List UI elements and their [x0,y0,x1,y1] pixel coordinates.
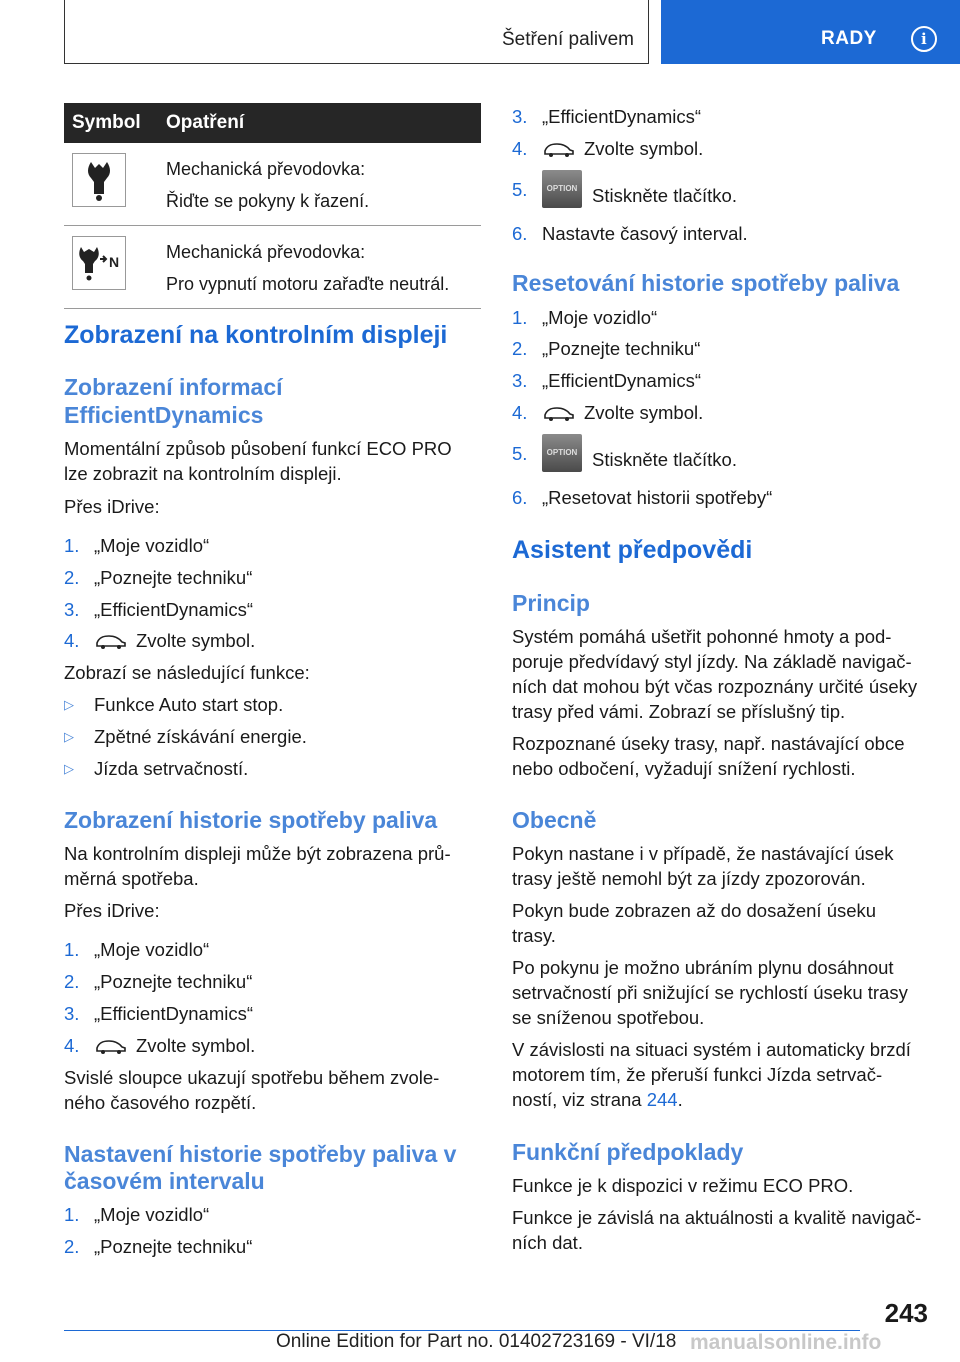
list-item: 6. „Resetovat historii spotřeby“ [512,487,773,508]
triangle-bullet-icon: ▷ [64,729,74,744]
paragraph: Na kontrolním displeji může být zobrazena prů‐ [64,843,451,864]
paragraph: poruje předvídavý styl jízdy. Na základě navigač‐ [512,651,912,672]
paragraph: Pokyn bude zobrazen až do dosažení úseku [512,900,877,921]
list-item: 3. „EfficientDynamics“ [512,370,702,391]
table-header-symbol: Symbol [64,103,166,143]
paragraph: trasy před vámi. Zobrazí se příslušný tip. [512,701,846,722]
paragraph: Svislé sloupce ukazují spotřebu během zvole‐ [64,1067,440,1088]
paragraph: ních dat mohou být včas rozpoznány určité úseky [512,676,918,697]
list-item: 5. OPTION Stiskněte tlačítko. [512,434,737,472]
option-button-icon: OPTION [542,434,582,472]
paragraph: setrvačností při snižující se rychlostí úseku trasy [512,982,908,1003]
info-icon[interactable]: i [911,26,937,52]
table-row [64,226,481,309]
page-link-244[interactable]: 244 [646,1089,678,1110]
table-header-action: Opatření [166,103,481,143]
paragraph: Momentální způsob působení funkcí ECO PRO [64,438,452,459]
list-item: 4. Zvolte symbol. [64,630,256,651]
bullet-item: ▷ Zpětné získávání energie. [64,726,307,747]
heading-prerequisites: Funkční předpoklady [512,1139,744,1165]
list-item: 4. Zvolte symbol. [512,138,704,159]
list-item: 6. Nastavte časový interval. [512,223,748,244]
heading-reset-history: Resetování historie spotřeby paliva [512,270,900,296]
row2-line1: Mechanická převodovka: [166,242,366,262]
bullet-item: ▷ Funkce Auto start stop. [64,694,284,715]
heading-efficientdynamics-2: EfficientDynamics [64,402,264,428]
car-symbol-icon [542,138,576,160]
paragraph: Přes iDrive: [64,900,160,921]
bullet-item: ▷ Jízda setrvačností. [64,758,249,779]
paragraph: se sníženou spotřebou. [512,1007,705,1028]
car-history-icon [94,1035,128,1057]
symbol-table [64,103,481,309]
list-item: 1. „Moje vozidlo“ [64,939,210,960]
heading-obecne: Obecně [512,807,597,833]
paragraph: Systém pomáhá ušetřit pohonné hmoty a pod‐ [512,626,892,647]
paragraph: Funkce je závislá na aktuálnosti a kvalitě navigač‐ [512,1207,922,1228]
list-item: 1. „Moje vozidlo“ [64,1204,210,1225]
gear-neutral-icon [72,236,126,290]
table-row [64,143,481,226]
paragraph: Funkce je k dispozici v režimu ECO PRO. [512,1175,854,1196]
list-item: 1. „Moje vozidlo“ [64,535,210,556]
heading-princip: Princip [512,590,590,616]
list-item: 3. „EfficientDynamics“ [64,1003,254,1024]
watermark: manualsonline.info [690,1331,882,1354]
manual-gear-icon [72,153,126,207]
heading-control-display: Zobrazení na kontrolním displeji [64,321,448,349]
paragraph: Zobrazí se následující funkce: [64,662,310,683]
list-item: 2. „Poznejte techniku“ [64,1236,253,1257]
row1-line2: Řiďte se pokyny k řazení. [166,191,370,211]
heading-consumption-history: Zobrazení historie spotřeby paliva [64,807,438,833]
paragraph: Pokyn nastane i v případě, že nastávající úsek [512,843,894,864]
list-item: 5. OPTION Stiskněte tlačítko. [512,170,737,208]
car-symbol-icon [542,402,576,424]
heading-interval-2: časovém intervalu [64,1168,265,1194]
triangle-bullet-icon: ▷ [64,697,74,712]
header-tab-label: RADY [821,28,877,49]
row2-line2: Pro vypnutí motoru zařaďte neutrál. [166,274,450,294]
list-item: 1. „Moje vozidlo“ [512,307,658,328]
paragraph: motorem tím, že přeruší funkci Jízda setrvač‐ [512,1064,883,1085]
header-tab-rady[interactable] [661,0,960,64]
paragraph: lze zobrazit na kontrolním displeji. [64,463,342,484]
triangle-bullet-icon: ▷ [64,761,74,776]
paragraph: Přes iDrive: [64,496,160,517]
option-button-icon: OPTION [542,170,582,208]
car-eco-icon [94,630,128,652]
header-section-title: Šetření palivem [64,0,649,64]
paragraph: ného časového rozpětí. [64,1092,257,1113]
paragraph: nebo odbočení, vyžadují snížení rychlosti. [512,758,856,779]
svg-text:N: N [109,254,120,270]
list-item: 2. „Poznejte techniku“ [512,338,701,359]
paragraph: měrná spotřeba. [64,868,199,889]
heading-efficientdynamics-1: Zobrazení informací [64,374,283,400]
list-item: 3. „EfficientDynamics“ [64,599,254,620]
list-item: 4. Zvolte symbol. [512,402,704,423]
list-item: 2. „Poznejte techniku“ [64,971,253,992]
page-number: 243 [884,1298,928,1328]
paragraph: V závislosti na situaci systém i automaticky brzdí [512,1039,911,1060]
paragraph: ností, viz strana 244. [512,1089,683,1110]
paragraph: trasy ještě nemohl být za jízdy zpozorován. [512,868,866,889]
paragraph: Rozpoznané úseky trasy, např. nastávající obce [512,733,905,754]
footer-edition: Online Edition for Part no. 01402723169 - VI/18 [276,1331,677,1352]
paragraph: Po pokynu je možno ubráním plynu dosáhnout [512,957,894,978]
heading-interval-1: Nastavení historie spotřeby paliva v [64,1141,457,1167]
list-item: 4. Zvolte symbol. [64,1035,256,1056]
paragraph: trasy. [512,925,556,946]
heading-prediction-assistant: Asistent předpovědi [512,536,753,564]
paragraph: ních dat. [512,1232,583,1253]
list-item: 3. „EfficientDynamics“ [512,106,702,127]
list-item: 2. „Poznejte techniku“ [64,567,253,588]
row1-line1: Mechanická převodovka: [166,159,366,179]
